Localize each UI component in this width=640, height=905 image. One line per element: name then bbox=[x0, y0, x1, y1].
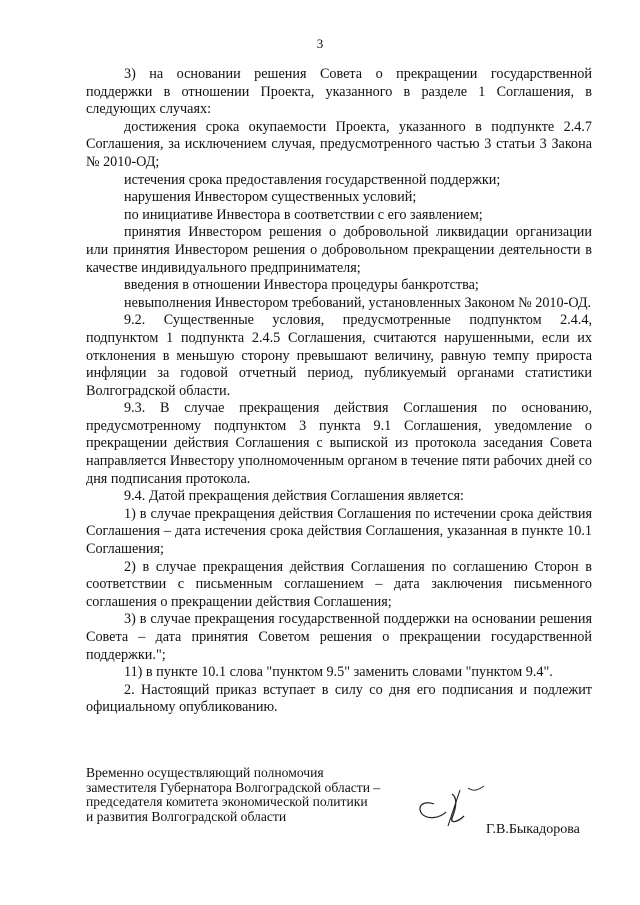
paragraph-requirements-failure: невыполнения Инвестором требований, установленных Законом № 2010-ОД. bbox=[124, 294, 592, 311]
paragraph-9-4-item-3: 3) в случае прекращения государственной поддержки на основании решения Совета – дата принятия Советом решения о прекращении государственной поддержки."; bbox=[86, 611, 592, 663]
paragraph-item-11: 11) в пункте 10.1 слова "пунктом 9.5" заменить словами "пунктом 9.4". bbox=[124, 664, 553, 681]
document-body bbox=[86, 66, 592, 717]
paragraph-9-4-item-2: 2) в случае прекращения действия Соглашения по соглашению Сторон в соответствии с письменным соглашением – дата заключения письменного соглашения о прекращении действия Соглашения; bbox=[86, 558, 592, 610]
paragraph-support-expiry: истечения срока предоставления государственной поддержки; bbox=[124, 171, 501, 188]
signature-title-line-2: заместителя Губернатора Волгоградской области – bbox=[86, 779, 381, 795]
handwritten-signature bbox=[412, 782, 492, 832]
paragraph-investor-initiative: по инициативе Инвестора в соответствии с его заявлением; bbox=[124, 206, 483, 223]
signature-title-line-1: Временно осуществляющий полномочия bbox=[86, 765, 324, 780]
signatory-name: Г.В.Быкадорова bbox=[486, 822, 580, 837]
paragraph-effective-date: 2. Настоящий приказ вступает в силу со дня его подписания и подлежит официальному опубликованию. bbox=[86, 681, 592, 716]
signature-block bbox=[86, 766, 592, 824]
page-number: 3 bbox=[316, 36, 324, 51]
paragraph-bankruptcy: введения в отношении Инвестора процедуры банкротства; bbox=[124, 277, 479, 294]
paragraph-9-2: 9.2. Существенные условия, предусмотренные подпунктом 2.4.4, подпунктом 1 подпункта 2.4.5 Соглашения, считаются нарушенными, если их отклонения в меньшую сторону превышают величину, равную темпу прироста инфляции за годовой отчетный период, публикуемый органами статистики Волгоградской области. bbox=[86, 312, 592, 399]
paragraph-9-3: 9.3. В случае прекращения действия Соглашения по основанию, предусмотренному подпунктом 3 пункта 9.1 Соглашения, уведомление о прекращении действия Соглашения с выпиской из протокола заседания Совета направляется Инвестору уполномоченным органом в течение пяти рабочих дней со дня подписания протокола. bbox=[86, 400, 592, 487]
signature-title-line-3: председателя комитета экономической политики bbox=[86, 794, 368, 810]
paragraph-violation-conditions: нарушения Инвестором существенных условий; bbox=[124, 189, 417, 206]
paragraph-voluntary-liquidation: принятия Инвестором решения о добровольной ликвидации организации или принятия Инвестором решения о добровольном прекращении деятельности в качестве индивидуального предпринимателя; bbox=[86, 224, 592, 276]
paragraph-9-4: 9.4. Датой прекращения действия Соглашения является: bbox=[124, 488, 464, 505]
paragraph-3-termination-by-council: 3) на основании решения Совета о прекращении государственной поддержки в отношении Проекта, указанного в разделе 1 Соглашения, в следующих случаях: bbox=[86, 66, 592, 118]
paragraph-9-4-item-1: 1) в случае прекращения действия Соглашения по истечении срока действия Соглашения – дата истечения срока действия Соглашения, указанная в пункте 10.1 Соглашения; bbox=[86, 505, 592, 558]
paragraph-payback-period: достижения срока окупаемости Проекта, указанного в подпункте 2.4.7 Соглашения, за исключением случая, предусмотренного частью 3 статьи 3 Закона № 2010-ОД; bbox=[86, 118, 592, 170]
signature-title-line-4: и развития Волгоградской области bbox=[86, 808, 287, 824]
